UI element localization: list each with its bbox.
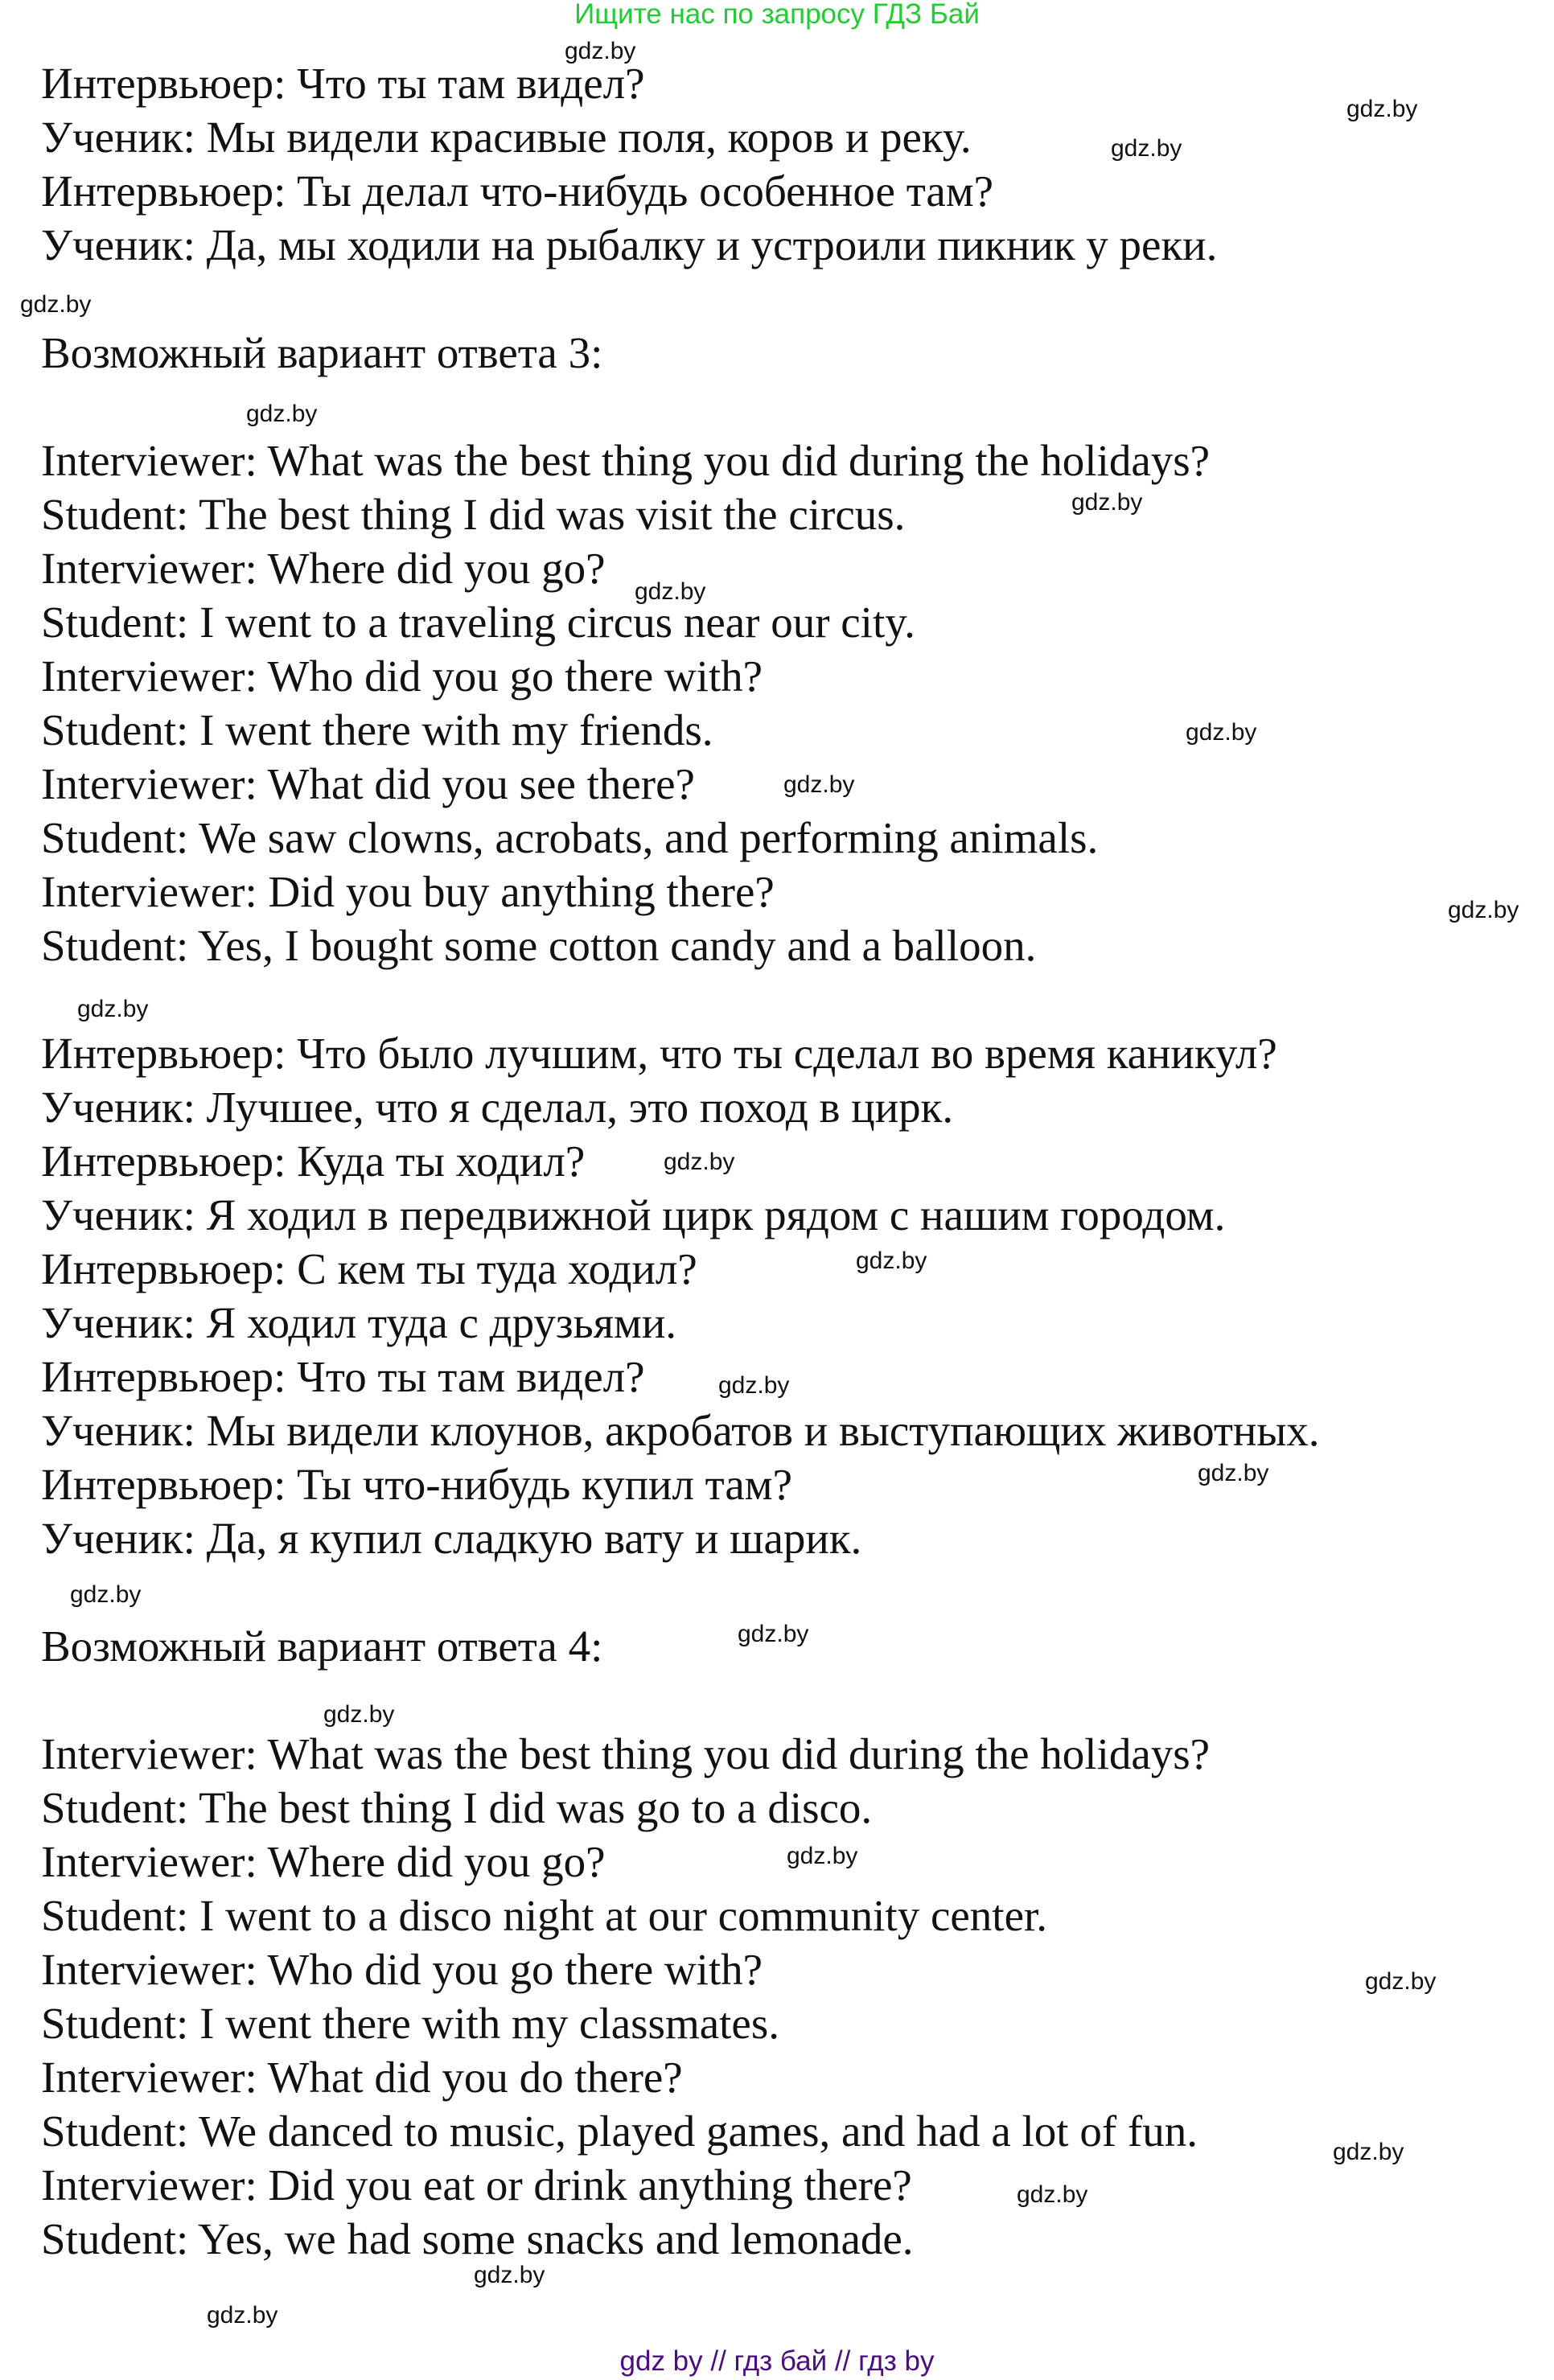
text-line: Interviewer: Did you buy anything there? <box>41 867 775 916</box>
text-line: Interviewer: What was the best thing you did during the holidays? <box>41 1729 1211 1778</box>
text-line: Interviewer: Where did you go? <box>41 1837 606 1886</box>
text-line: Ученик: Да, мы ходили на рыбалку и устроили пикник у реки. <box>41 220 1218 269</box>
text-line: Возможный вариант ответа 3: <box>41 328 603 377</box>
text-line: Ученик: Я ходил в передвижной цирк рядом с нашим городом. <box>41 1190 1226 1239</box>
text-line: Interviewer: Did you eat or drink anything there? <box>41 2160 912 2209</box>
text-line: Интервьюер: Что было лучшим, что ты сделал во время каникул? <box>41 1029 1277 1078</box>
watermark: gdz.by <box>246 401 318 427</box>
watermark: gdz.by <box>856 1248 927 1274</box>
watermark: gdz.by <box>664 1149 735 1175</box>
blank-line <box>41 380 1320 434</box>
watermark: gdz.by <box>1198 1460 1269 1486</box>
watermark: gdz.by <box>1017 2181 1088 2208</box>
watermark: gdz.by <box>718 1372 790 1399</box>
text-line: Student: Yes, I bought some cotton candy and a balloon. <box>41 921 1037 970</box>
text-line: Интервьюер: С кем ты туда ходил? <box>41 1244 697 1293</box>
watermark: gdz.by <box>783 771 855 798</box>
text-line: Student: Yes, we had some snacks and lemonade. <box>41 2214 914 2263</box>
text-line: Student: We danced to music, played games, and had a lot of fun. <box>41 2107 1198 2156</box>
search-hint-banner: Ищите нас по запросу ГДЗ Бай <box>574 0 980 30</box>
watermark: gdz.by <box>474 2262 545 2288</box>
watermark: gdz.by <box>1071 489 1143 516</box>
text-line: Интервьюер: Что ты там видел? <box>41 59 645 108</box>
text-line: Interviewer: Where did you go? <box>41 544 606 593</box>
watermark: gdz.by <box>1186 719 1257 746</box>
watermark: gdz.by <box>565 38 636 64</box>
text-line: Interviewer: What did you do there? <box>41 2053 683 2102</box>
watermark: gdz.by <box>20 291 92 318</box>
text-line: Student: I went there with my classmates. <box>41 1999 780 2048</box>
text-line: Интервьюер: Что ты там видел? <box>41 1352 645 1401</box>
text-line: Student: The best thing I did was go to a disco. <box>41 1783 873 1832</box>
blank-line <box>41 972 1320 1026</box>
watermark: gdz.by <box>70 1581 142 1608</box>
text-line: Ученик: Мы видели клоунов, акробатов и выступающих животных. <box>41 1406 1320 1455</box>
text-line: Интервьюер: Ты что-нибудь купил там? <box>41 1460 792 1509</box>
watermark: gdz.by <box>635 578 706 605</box>
blank-line <box>41 1565 1320 1619</box>
text-line: Интервьюер: Куда ты ходил? <box>41 1137 586 1186</box>
text-line: Возможный вариант ответа 4: <box>41 1622 603 1671</box>
text-line: Student: I went to a traveling circus near our city. <box>41 598 915 647</box>
text-line: Interviewer: What was the best thing you did during the holidays? <box>41 436 1211 485</box>
text-line: Ученик: Да, я купил сладкую вату и шарик. <box>41 1514 862 1563</box>
watermark: gdz.by <box>77 996 149 1022</box>
watermark: gdz.by <box>1333 2139 1404 2165</box>
text-line: Student: I went to a disco night at our community center. <box>41 1891 1048 1940</box>
watermark: gdz.by <box>1365 1968 1437 1995</box>
text-line: Student: The best thing I did was visit the circus. <box>41 490 906 539</box>
watermark: gdz.by <box>207 2302 278 2329</box>
text-line: Ученик: Я ходил туда с друзьями. <box>41 1298 677 1347</box>
text-line: Interviewer: Who did you go there with? <box>41 652 763 701</box>
text-line: Student: I went there with my friends. <box>41 705 713 754</box>
footer-links: gdz by // гдз бай // гдз by <box>619 2345 935 2377</box>
watermark: gdz.by <box>738 1621 809 1647</box>
watermark: gdz.by <box>1111 135 1182 162</box>
watermark: gdz.by <box>323 1701 395 1728</box>
text-line: Interviewer: What did you see there? <box>41 759 695 808</box>
text-line: Interviewer: Who did you go there with? <box>41 1945 763 1994</box>
text-line: Ученик: Мы видели красивые поля, коров и реку. <box>41 113 972 162</box>
watermark: gdz.by <box>787 1843 858 1869</box>
watermark: gdz.by <box>1346 96 1418 122</box>
text-line: Ученик: Лучшее, что я сделал, это поход в цирк. <box>41 1083 954 1132</box>
blank-line <box>41 272 1320 326</box>
text-line: Student: We saw clowns, acrobats, and performing animals. <box>41 813 1099 862</box>
blank-line <box>41 1673 1320 1727</box>
text-line: Интервьюер: Ты делал что-нибудь особенное там? <box>41 166 994 216</box>
watermark: gdz.by <box>1448 897 1519 923</box>
